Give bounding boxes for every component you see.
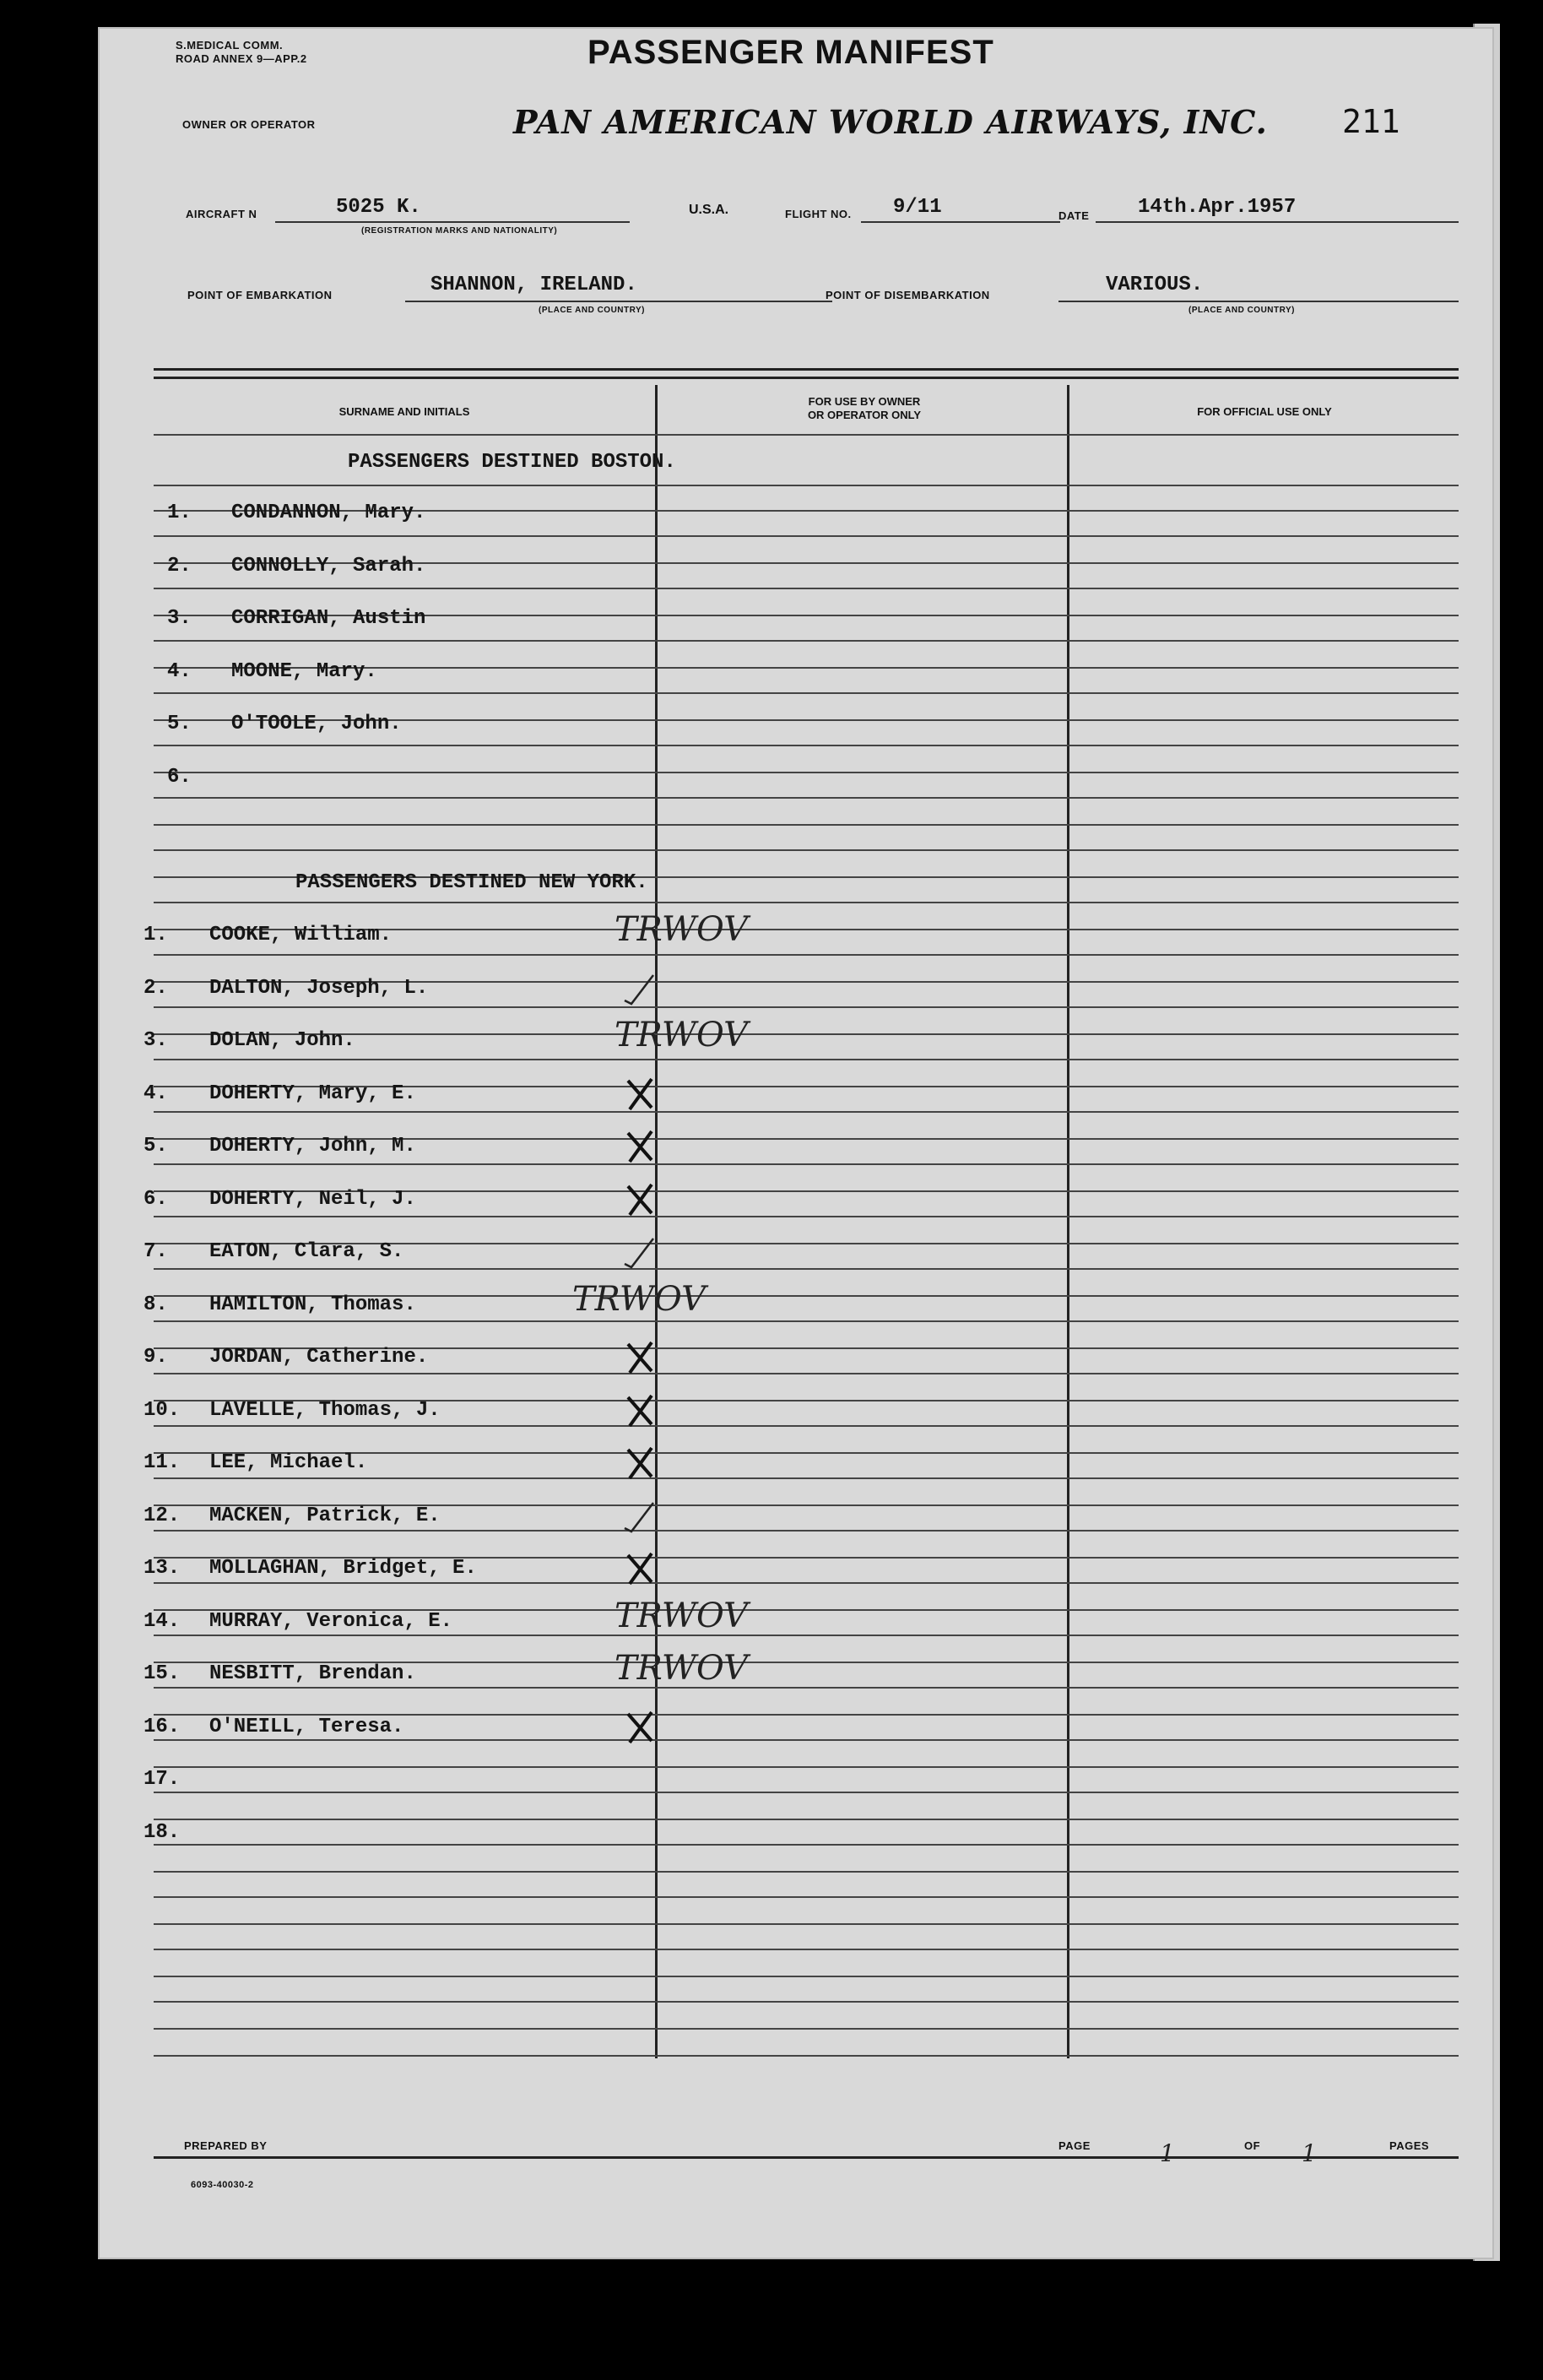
page-number: 211 bbox=[1342, 103, 1400, 140]
row-rule bbox=[154, 1582, 1459, 1584]
row-rule bbox=[154, 797, 1459, 799]
handwritten-annotation: TRWOV bbox=[572, 1279, 707, 1319]
passenger-name: CONDANNON, Mary. bbox=[231, 501, 426, 524]
row-rule bbox=[154, 1530, 1459, 1532]
passenger-name: DOHERTY, John, M. bbox=[209, 1135, 416, 1157]
of-label: OF bbox=[1244, 2139, 1261, 2152]
col-owner-header-1: FOR USE BY OWNER bbox=[808, 395, 921, 408]
row-number: 1. bbox=[167, 501, 192, 524]
date-value: 14th.Apr.1957 bbox=[1138, 196, 1297, 219]
form-id-line2: ROAD ANNEX 9—APP.2 bbox=[176, 52, 307, 65]
passenger-name: MOONE, Mary. bbox=[231, 659, 377, 683]
row-rule bbox=[154, 535, 1459, 537]
form-number: 6093-40030-2 bbox=[191, 2180, 254, 2190]
row-rule bbox=[154, 1844, 1459, 1846]
handwritten-annotation: TRWOV bbox=[614, 910, 749, 949]
flight-label: FLIGHT NO. bbox=[785, 208, 852, 220]
row-number: 5. bbox=[143, 1135, 168, 1157]
row-number: 11. bbox=[143, 1451, 181, 1474]
row-number: 16. bbox=[143, 1715, 181, 1738]
row-rule bbox=[154, 1320, 1459, 1322]
row-number: 8. bbox=[143, 1293, 168, 1316]
row-number: 4. bbox=[143, 1082, 168, 1105]
owner-label: OWNER OR OPERATOR bbox=[182, 118, 316, 131]
passenger-name: HAMILTON, Thomas. bbox=[209, 1293, 416, 1316]
row-rule bbox=[154, 1976, 1459, 1977]
row-rule bbox=[154, 2028, 1459, 2030]
col-surname-header: SURNAME AND INITIALS bbox=[338, 405, 470, 418]
row-number: 13. bbox=[143, 1557, 181, 1580]
row-rule bbox=[154, 1766, 1459, 1768]
row-rule bbox=[154, 1268, 1459, 1270]
passenger-name: EATON, Clara, S. bbox=[209, 1240, 404, 1263]
aircraft-value: 5025 K. bbox=[336, 196, 421, 219]
x-mark-icon bbox=[623, 1341, 657, 1379]
passenger-name: DALTON, Joseph, L. bbox=[209, 976, 429, 1000]
row-rule bbox=[154, 1949, 1459, 1950]
x-mark-icon bbox=[623, 1183, 657, 1221]
col-official-header: FOR OFFICIAL USE ONLY bbox=[1197, 405, 1332, 418]
row-number: 9. bbox=[143, 1346, 168, 1369]
row-rule bbox=[154, 1687, 1459, 1689]
row-rule bbox=[154, 1477, 1459, 1479]
row-rule bbox=[154, 692, 1459, 694]
section-heading-newyork: PASSENGERS DESTINED NEW YORK. bbox=[295, 871, 648, 894]
page-title: PASSENGER MANIFEST bbox=[587, 34, 994, 71]
x-mark-icon bbox=[623, 1446, 657, 1484]
row-rule bbox=[154, 1871, 1459, 1873]
section-heading-boston: PASSENGERS DESTINED BOSTON. bbox=[348, 451, 676, 474]
x-mark-icon bbox=[623, 1394, 657, 1432]
row-rule bbox=[154, 1819, 1459, 1820]
row-rule bbox=[154, 1216, 1459, 1217]
row-rule bbox=[154, 1896, 1459, 1898]
row-number: 7. bbox=[143, 1240, 168, 1263]
country: U.S.A. bbox=[689, 203, 729, 217]
row-number: 2. bbox=[143, 976, 168, 1000]
page-label: PAGE bbox=[1058, 2139, 1091, 2152]
row-number: 17. bbox=[143, 1768, 181, 1791]
row-rule bbox=[154, 1006, 1459, 1008]
place-caption-2: (PLACE AND COUNTRY) bbox=[1188, 306, 1295, 315]
passenger-name: MURRAY, Veronica, E. bbox=[209, 1609, 453, 1633]
row-rule bbox=[154, 434, 1459, 436]
manifest-page bbox=[100, 29, 1492, 2258]
row-number: 5. bbox=[167, 713, 192, 735]
handwritten-annotation: TRWOV bbox=[614, 1596, 749, 1635]
row-rule bbox=[154, 1111, 1459, 1113]
x-mark-icon bbox=[623, 1130, 657, 1168]
passenger-name: COOKE, William. bbox=[209, 924, 393, 946]
date-label: DATE bbox=[1058, 209, 1090, 222]
row-number: 4. bbox=[167, 659, 192, 683]
col-owner-header-2: OR OPERATOR ONLY bbox=[807, 409, 922, 421]
check-mark-icon bbox=[623, 1499, 657, 1537]
row-rule bbox=[154, 1373, 1459, 1374]
row-number: 1. bbox=[143, 924, 168, 946]
passenger-name: DOHERTY, Mary, E. bbox=[209, 1082, 416, 1105]
operator-name: PAN AMERICAN WORLD AIRWAYS, INC. bbox=[513, 103, 1268, 141]
passenger-name: MACKEN, Patrick, E. bbox=[209, 1504, 441, 1527]
x-mark-icon bbox=[623, 1077, 657, 1115]
check-mark-icon bbox=[623, 972, 657, 1010]
row-number: 2. bbox=[167, 554, 192, 577]
row-number: 12. bbox=[143, 1504, 181, 1527]
passenger-name: O'TOOLE, John. bbox=[231, 713, 402, 735]
row-rule bbox=[154, 772, 1459, 773]
x-mark-icon bbox=[623, 1710, 657, 1748]
passenger-name: JORDAN, Catherine. bbox=[209, 1346, 429, 1369]
disembarkation-label: POINT OF DISEMBARKATION bbox=[826, 289, 990, 301]
passenger-name: DOHERTY, Neil, J. bbox=[209, 1187, 416, 1211]
row-rule bbox=[154, 640, 1459, 642]
flight-value: 9/11 bbox=[893, 196, 942, 219]
passenger-name: O'NEILL, Teresa. bbox=[209, 1715, 404, 1738]
row-number: 6. bbox=[167, 765, 192, 789]
embarkation-label: POINT OF EMBARKATION bbox=[187, 289, 333, 301]
row-number: 15. bbox=[143, 1662, 181, 1685]
row-rule bbox=[154, 1792, 1459, 1793]
prepared-by-label: PREPARED BY bbox=[184, 2139, 268, 2152]
row-rule bbox=[154, 745, 1459, 746]
row-rule bbox=[154, 902, 1459, 903]
row-number: 14. bbox=[143, 1609, 181, 1633]
passenger-name: NESBITT, Brendan. bbox=[209, 1662, 416, 1685]
row-number: 6. bbox=[143, 1187, 168, 1211]
row-rule bbox=[154, 1163, 1459, 1165]
page-value: 1 bbox=[1160, 2139, 1175, 2167]
pages-value: 1 bbox=[1302, 2139, 1317, 2167]
row-rule bbox=[154, 1059, 1459, 1060]
disembarkation-value: VARIOUS. bbox=[1106, 274, 1204, 296]
place-caption: (PLACE AND COUNTRY) bbox=[539, 306, 645, 315]
passenger-name: LAVELLE, Thomas, J. bbox=[209, 1398, 441, 1422]
handwritten-annotation: TRWOV bbox=[614, 1649, 749, 1688]
row-rule bbox=[154, 485, 1459, 486]
embarkation-value: SHANNON, IRELAND. bbox=[430, 274, 637, 296]
form-id-line1: S.MEDICAL COMM. bbox=[176, 39, 284, 52]
passenger-name: DOLAN, John. bbox=[209, 1029, 355, 1052]
passenger-name: MOLLAGHAN, Bridget, E. bbox=[209, 1557, 477, 1580]
row-number: 3. bbox=[167, 607, 192, 630]
handwritten-annotation: TRWOV bbox=[614, 1016, 749, 1054]
x-mark-icon bbox=[623, 1552, 657, 1590]
aircraft-label: AIRCRAFT N bbox=[186, 208, 257, 220]
passenger-name: LEE, Michael. bbox=[209, 1451, 368, 1474]
row-rule bbox=[154, 824, 1459, 826]
row-rule bbox=[154, 588, 1459, 589]
pages-label: PAGES bbox=[1389, 2139, 1430, 2152]
passenger-name: CONNOLLY, Sarah. bbox=[231, 554, 426, 577]
row-number: 18. bbox=[143, 1820, 181, 1844]
passenger-name: CORRIGAN, Austin bbox=[231, 607, 426, 630]
row-rule bbox=[154, 1739, 1459, 1741]
registration-caption: (REGISTRATION MARKS AND NATIONALITY) bbox=[361, 226, 558, 236]
row-number: 3. bbox=[143, 1029, 168, 1052]
row-rule bbox=[154, 849, 1459, 851]
row-number: 10. bbox=[143, 1398, 181, 1422]
row-rule bbox=[154, 1425, 1459, 1427]
row-rule bbox=[154, 2001, 1459, 2003]
row-rule bbox=[154, 1635, 1459, 1636]
row-rule bbox=[154, 954, 1459, 956]
check-mark-icon bbox=[623, 1235, 657, 1273]
row-rule bbox=[154, 1923, 1459, 1925]
row-rule bbox=[154, 2055, 1459, 2057]
